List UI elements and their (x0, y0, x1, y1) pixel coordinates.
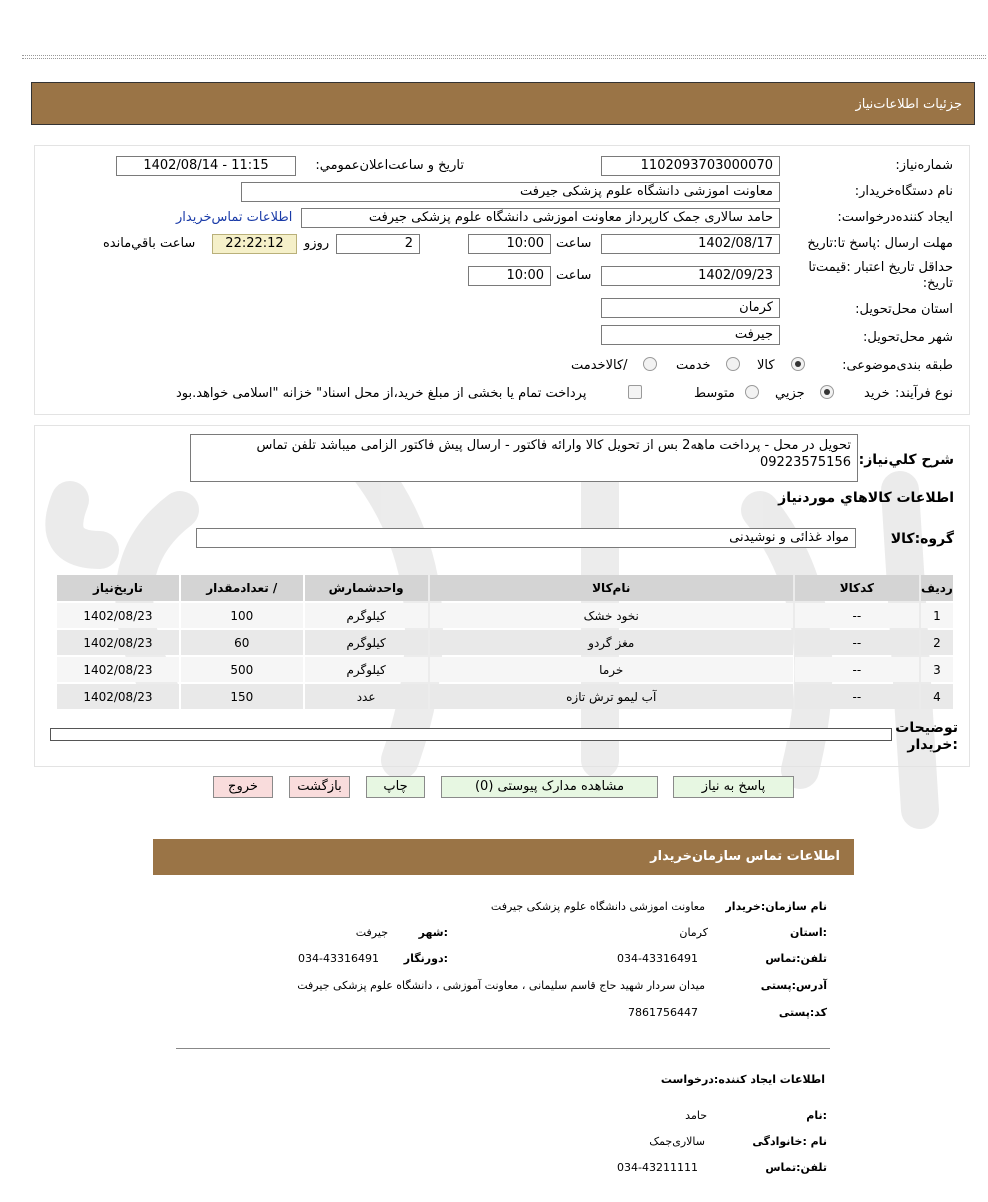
header-row-number: ردیف (921, 575, 953, 601)
treasury-payment-checkbox[interactable] (628, 385, 642, 399)
exit-button[interactable]: خروج (213, 776, 273, 798)
group-field: مواد غذائی و نوشیدنی (196, 528, 856, 548)
cell-unit: کیلوگرم (305, 630, 428, 655)
cell-code: -- (795, 684, 919, 709)
cell-row-number: 2 (921, 630, 953, 655)
creator-family-value: سالاری‌جمک (649, 1135, 705, 1148)
category-goods-label: کالا (757, 358, 775, 373)
remaining-time: 22:22:12 (212, 234, 297, 254)
cell-unit: عدد (305, 684, 428, 709)
cell-row-number: 3 (921, 657, 953, 682)
validity-time-field: 10:00 (468, 266, 551, 286)
postal-value: 7861756447 (628, 1006, 698, 1019)
items-table (55, 573, 955, 711)
contact-phone-label: تلفن:تماس (765, 952, 827, 965)
table-row (57, 603, 953, 628)
buyer-field: معاونت اموزشی دانشگاه علوم پزشکی جیرفت (241, 182, 780, 202)
deadline-time-field: 10:00 (468, 234, 551, 254)
cell-name: نخود خشک (430, 603, 793, 628)
buyer-notes-field (50, 728, 892, 741)
cell-date: 1402/08/23 (57, 603, 179, 628)
deadline-time-label: ساعت (556, 236, 592, 251)
buyer-notes-label: توضیحات :خریدار (895, 720, 958, 753)
cell-row-number: 4 (921, 684, 953, 709)
cell-unit: کیلوگرم (305, 657, 428, 682)
header-bar (31, 82, 975, 125)
header-unit: واحدشمارش (305, 575, 428, 601)
table-row (57, 630, 953, 655)
cell-code: -- (795, 657, 919, 682)
fax-label: :دورنگار (403, 952, 448, 965)
cell-date: 1402/08/23 (57, 657, 179, 682)
category-service-radio[interactable] (726, 357, 740, 371)
header-name: نام‌کالا (430, 575, 793, 601)
table-row (57, 657, 953, 682)
creator-phone-value: 034-43211111 (617, 1161, 698, 1174)
contact-city-label: :شهر (418, 926, 448, 939)
contact-phone-value: 034-43316491 (617, 952, 698, 965)
validity-time-label: ساعت (556, 268, 592, 283)
category-goods-radio[interactable] (791, 357, 805, 371)
goods-title: اطلاعات کالاهاي موردنیاز (778, 490, 954, 506)
address-label: آدرس:پستی (760, 979, 827, 992)
process-minor-label: جزيي (775, 386, 805, 401)
announce-label: تاریخ و ساعت‌اعلان‌عمومي: (315, 158, 464, 173)
remaining-label: ساعت باقي‌مانده (103, 236, 196, 251)
print-button[interactable]: چاپ (366, 776, 425, 798)
category-service-label: خدمت (676, 358, 711, 373)
process-medium-radio[interactable] (745, 385, 759, 399)
cell-name: آب لیمو ترش تازه (430, 684, 793, 709)
announce-field: 1402/08/14 - 11:15 (116, 156, 296, 176)
number-field: 1102093703000070 (601, 156, 780, 176)
process-purchase-label: خرید (864, 386, 890, 401)
province-label: استان محل‌تحویل: (855, 302, 953, 317)
number-label: شماره‌نیاز: (895, 158, 953, 173)
cell-unit: کیلوگرم (305, 603, 428, 628)
description-label: شرح کلي‌نیاز: (858, 452, 954, 468)
contact-province-label: :استان (790, 926, 827, 939)
group-label: گروه:کالا (890, 531, 954, 547)
cell-name: مغز گردو (430, 630, 793, 655)
cell-quantity: 500 (181, 657, 303, 682)
cell-code: -- (795, 603, 919, 628)
contact-section-bar (153, 839, 854, 875)
org-label: نام سازمان:خریدار (725, 900, 827, 913)
process-label: نوع فرآیند: (895, 386, 953, 401)
top-divider (22, 55, 986, 59)
contact-city-value: جیرفت (355, 926, 388, 939)
treasury-payment-text: پرداخت تمام یا بخشی از مبلغ خرید،از محل اسناد" خزانه "اسلامی خواهد.بود (176, 386, 587, 401)
validity-date-field: 1402/09/23 (601, 266, 780, 286)
header-date: تاریخ‌نیاز (57, 575, 179, 601)
header-title: جزئیات اطلاعات‌نیاز (855, 97, 962, 112)
creator-label: ایجاد کننده‌درخواست: (837, 210, 953, 225)
deadline-label: مهلت ارسال :پاسخ تا:تاریخ (807, 236, 953, 251)
header-quantity: / تعدادمقدار (181, 575, 303, 601)
deadline-date-field: 1402/08/17 (601, 234, 780, 254)
cell-code: -- (795, 630, 919, 655)
cell-date: 1402/08/23 (57, 684, 179, 709)
cell-quantity: 100 (181, 603, 303, 628)
description-field: تحویل در محل - پرداخت ماهه2 بس از تحویل کالا وارائه فاکتور - ارسال پیش فاکتور الزامی میباشد تلفن تماس 09223575156 (190, 434, 858, 482)
reply-button[interactable]: پاسخ به نیاز (673, 776, 794, 798)
days-label: روزو (304, 236, 330, 251)
buyer-label: نام دستگاه‌خریدار: (854, 184, 953, 199)
cell-row-number: 1 (921, 603, 953, 628)
province-field: کرمان (601, 298, 780, 318)
buyer-contact-link[interactable]: اطلاعات تماس‌خریدار (176, 210, 293, 225)
postal-label: کد:پستی (778, 1006, 827, 1019)
process-medium-label: متوسط (694, 386, 735, 401)
cell-quantity: 150 (181, 684, 303, 709)
city-field: جیرفت (601, 325, 780, 345)
cell-date: 1402/08/23 (57, 630, 179, 655)
creator-phone-label: تلفن:تماس (765, 1161, 827, 1174)
creator-name-value: حامد (685, 1109, 707, 1122)
process-minor-radio[interactable] (820, 385, 834, 399)
category-label: طبقه بندی‌موضوعی: (842, 358, 953, 373)
attachments-button[interactable]: مشاهده مدارک پیوستی (0) (441, 776, 658, 798)
header-code: کدکالا (795, 575, 919, 601)
creator-family-label: نام :خانوادگی (752, 1135, 827, 1148)
creator-info-title: اطلاعات ایجاد کننده:درخواست (660, 1073, 825, 1086)
creator-field: حامد سالاری جمک کارپرداز معاونت اموزشی دانشگاه علوم پزشکی جیرفت (301, 208, 780, 228)
address-value: میدان سردار شهید حاج قاسم سلیمانی ، معاونت آموزشی ، دانشگاه علوم پزشکی جیرفت (297, 979, 705, 992)
table-header-row (57, 575, 953, 601)
cell-name: خرما (430, 657, 793, 682)
contact-province-value: کرمان (679, 926, 708, 939)
fax-value: 034-43316491 (298, 952, 379, 965)
table-row (57, 684, 953, 709)
org-value: معاونت اموزشی دانشگاه علوم پزشکی جیرفت (490, 900, 705, 913)
back-button[interactable]: بازگشت (289, 776, 350, 798)
creator-name-label: :نام (806, 1109, 827, 1122)
validity-label: حداقل تاریخ اعتبار :قیمت‌تا تاریخ: (808, 260, 953, 291)
contact-section-title: اطلاعات تماس سازمان‌خریدار (650, 849, 840, 864)
contact-divider (176, 1048, 830, 1049)
cell-quantity: 60 (181, 630, 303, 655)
category-both-label: /کالاخدمت (571, 358, 628, 373)
days-field: 2 (336, 234, 420, 254)
category-both-radio[interactable] (643, 357, 657, 371)
city-label: شهر محل‌تحویل: (863, 330, 953, 345)
